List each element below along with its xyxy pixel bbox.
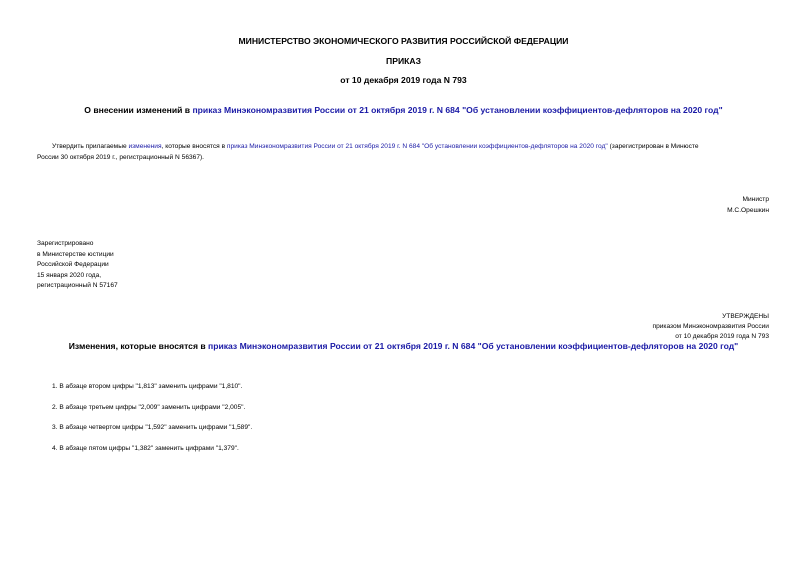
- approval-line: приказом Минэкономразвития России: [652, 323, 769, 330]
- body-text-end: (зарегистрирован в Минюсте: [607, 143, 699, 150]
- change-item: 2. В абзаце третьем цифры "2,009" заменить цифрами "2,005".: [52, 404, 246, 411]
- registration-line: Зарегистрировано: [37, 240, 94, 247]
- body-paragraph-line2: России 30 октября 2019 г., регистрационный N 56367).: [37, 154, 205, 161]
- registration-line: в Министерстве юстиции: [37, 251, 114, 258]
- signatory-name: М.С.Орешкин: [727, 207, 769, 214]
- approval-line: УТВЕРЖДЕНЫ: [722, 313, 769, 320]
- title-prefix: О внесении изменений в: [84, 105, 193, 115]
- ministry-heading: МИНИСТЕРСТВО ЭКОНОМИЧЕСКОГО РАЗВИТИЯ РОССИЙСКОЙ ФЕДЕРАЦИИ: [238, 36, 569, 46]
- document-title: [0, 105, 807, 115]
- changes-link[interactable]: изменения: [128, 143, 162, 150]
- signatory-position: Министр: [742, 196, 769, 203]
- change-item: 4. В абзаце пятом цифры "1,382" заменить цифрами "1,379".: [52, 445, 239, 452]
- body-text-mid: , которые вносятся в: [161, 143, 227, 150]
- changes-heading-order-link[interactable]: приказ Минэкономразвития России от 21 октября 2019 г. N 684 "Об установлении коэффициентов-дефляторов на 2020 год": [208, 341, 739, 351]
- change-item: 1. В абзаце втором цифры "1,813" заменить цифрами "1,810".: [52, 383, 243, 390]
- document-type: ПРИКАЗ: [386, 56, 421, 66]
- document-date: от 10 декабря 2019 года N 793: [340, 75, 467, 85]
- body-text-start: Утвердить прилагаемые: [52, 143, 129, 150]
- registration-line: регистрационный N 57167: [37, 282, 118, 289]
- changes-heading-prefix: Изменения, которые вносятся в: [68, 341, 209, 351]
- title-order-link[interactable]: приказ Минэкономразвития России от 21 октября 2019 г. N 684 "Об установлении коэффициентов-дефляторов на 2020 год": [192, 105, 723, 115]
- order-684-link[interactable]: приказ Минэкономразвития России от 21 октября 2019 г. N 684 "Об установлении коэффициентов-дефляторов на 2020 год": [226, 143, 608, 150]
- body-paragraph-line1: [52, 141, 698, 152]
- registration-line: Российской Федерации: [37, 261, 109, 268]
- approval-line: от 10 декабря 2019 года N 793: [675, 333, 769, 340]
- changes-heading: [0, 341, 807, 351]
- change-item: 3. В абзаце четвертом цифры "1,592" заменить цифрами "1,589".: [52, 424, 253, 431]
- registration-line: 15 января 2020 года,: [37, 272, 102, 279]
